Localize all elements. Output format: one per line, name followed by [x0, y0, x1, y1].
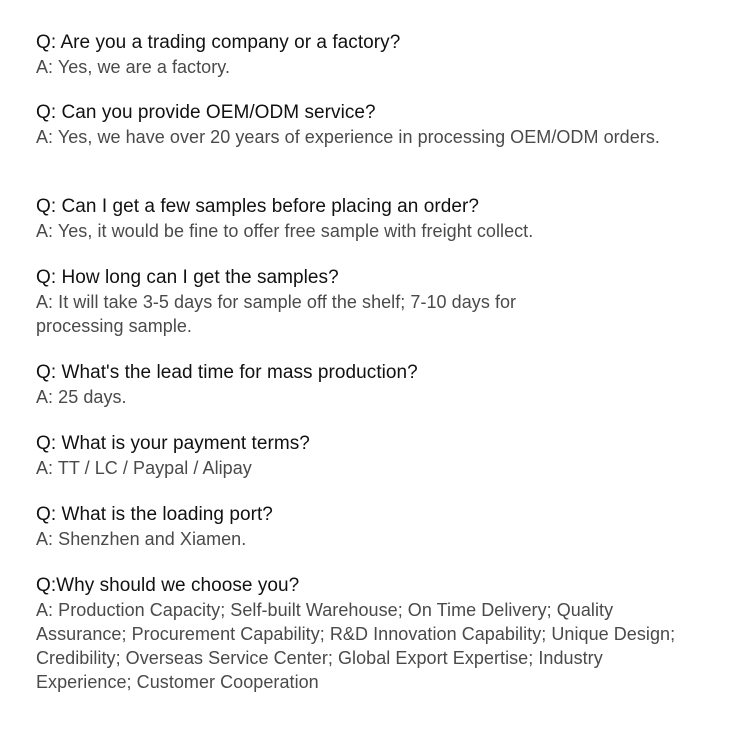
- faq-question: Q:Why should we choose you?: [36, 575, 300, 596]
- faq-question: Q: What is the loading port?: [36, 504, 273, 525]
- faq-answer: A: Yes, we have over 20 years of experience in processing OEM/ODM orders.: [36, 127, 660, 147]
- faq-item-factory: [36, 31, 736, 79]
- faq-list: [36, 31, 736, 694]
- faq-answer: A: Yes, we are a factory.: [36, 57, 231, 77]
- faq-question: Q: Can I get a few samples before placing an order?: [36, 196, 479, 217]
- faq-question: Q: What's the lead time for mass production?: [36, 362, 418, 383]
- faq-question: Q: What is your payment terms?: [36, 433, 310, 454]
- faq-answer: A: It will take 3-5 days for sample off the shelf; 7-10 days for processing sample.: [36, 292, 517, 336]
- faq-item-payment-terms: [36, 432, 736, 480]
- faq-question: Q: Are you a trading company or a factory?: [36, 32, 401, 53]
- faq-item-loading-port: [36, 503, 736, 551]
- faq-item-samples: [36, 195, 736, 243]
- faq-item-sample-time: [36, 266, 736, 338]
- faq-question: Q: Can you provide OEM/ODM service?: [36, 102, 376, 123]
- faq-answer: A: Production Capacity; Self-built Warehouse; On Time Delivery; Quality Assurance; Procurement Capability; R&D Innovation Capability; Unique Design; Credibility; Overseas Service Center; Global Export Expertise; Industry Experience; Customer Cooperation: [36, 600, 676, 692]
- faq-answer: A: TT / LC / Paypal / Alipay: [36, 458, 252, 478]
- faq-item-why-choose-us: [36, 574, 736, 694]
- faq-answer: A: Yes, it would be fine to offer free sample with freight collect.: [36, 221, 534, 241]
- faq-answer: A: Shenzhen and Xiamen.: [36, 529, 247, 549]
- faq-item-lead-time: [36, 361, 736, 409]
- faq-item-oem-odm: [36, 101, 736, 149]
- faq-answer: A: 25 days.: [36, 387, 127, 407]
- faq-question: Q: How long can I get the samples?: [36, 267, 339, 288]
